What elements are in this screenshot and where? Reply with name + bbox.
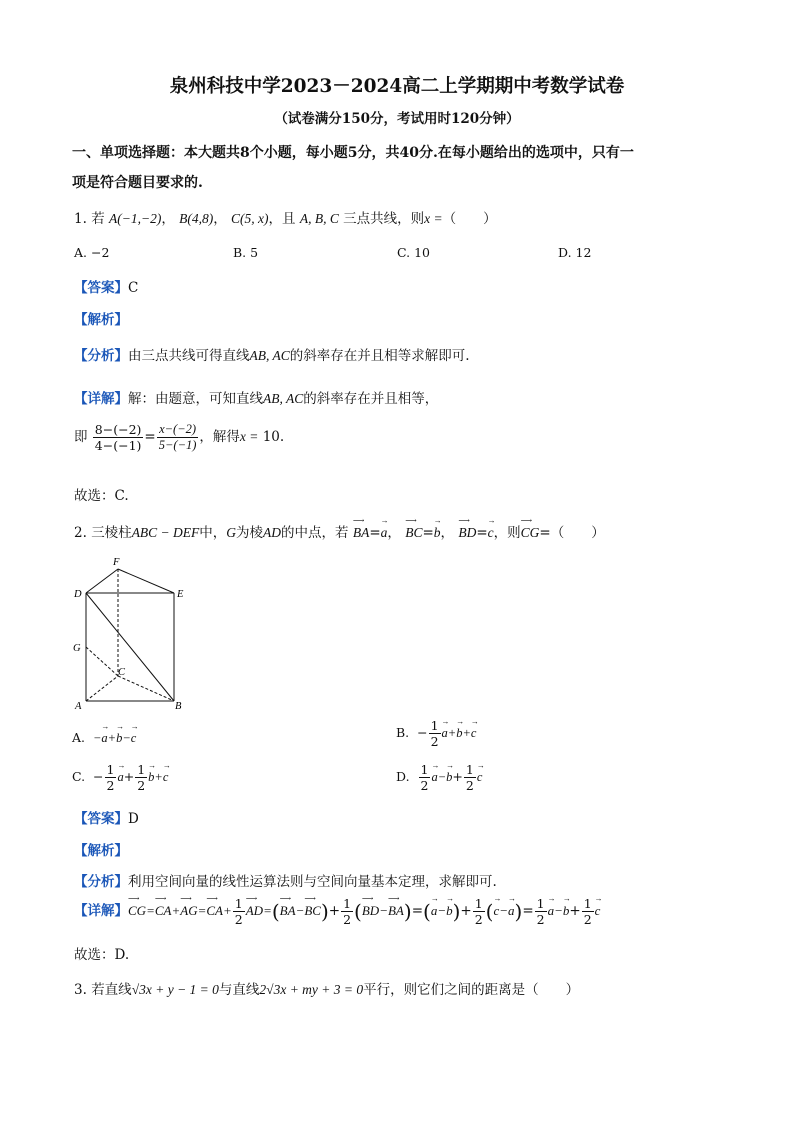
label-c: C: [118, 667, 126, 678]
q2-fenxi: 【分析】利用空间向量的线性运算法则与空间向量基本定理，求解即可.: [74, 874, 497, 890]
label-a: A: [75, 701, 82, 712]
section-heading-cont: 项是符合题目要求的.: [72, 175, 203, 191]
q2-analysis-tag: 【解析】: [74, 843, 128, 859]
q2-option-b: B. − $\frac{1}{2}$ → a+ → b+ → c: [396, 717, 478, 749]
page-subtitle: （试卷满分150分，考试用时120分钟）: [274, 111, 520, 127]
label-g: G: [73, 643, 81, 654]
label-f: F: [113, 557, 120, 568]
q2-option-c: C. − $\frac{1}{2}$ → a+ $\frac{1}{2}$ → b+ → c: [72, 761, 170, 793]
q1-equation: 即 $\frac{8-(-2)}{4-(-1)}$ = $\frac{x-(-2)}{5-(-1)}$ ，解得x = 10.: [74, 422, 285, 453]
q2-detail: 【详解】 ⟶ CG= ⟶ CA+ ⟶ AG= ⟶ CA+ $\frac{1}{2}$ ⟶ AD=( ⟶ BA− ⟶ BC)+ $\frac{1}{2}$ ( ⟶ BD− ⟶ BA)=( → a− → b)+ $\frac{1}{2}$ ( → c− → a)= $\frac{1}{2}$ → a− → b+ $\frac{1}{2}$ → c: [74, 894, 602, 927]
q1-analysis-tag: 【解析】: [74, 312, 128, 328]
q2-option-a: A. − → a+ → b− → c: [72, 722, 138, 745]
section-heading: 一、单项选择题：本大题共8个小题，每小题5分，共40分.在每小题给出的选项中，只有一: [72, 145, 634, 161]
q2-option-d: D. $\frac{1}{2}$ → a− → b+ $\frac{1}{2}$ → c: [396, 761, 484, 793]
edge-fe: [118, 569, 174, 593]
q1-choose: 故选：C.: [74, 488, 129, 504]
edge-df: [86, 569, 118, 593]
edge-ac: [86, 676, 118, 701]
q2-answer: 【答案】D: [74, 811, 139, 827]
edge-cb: [118, 676, 174, 701]
question-2-stem: 2. 三棱柱ABC − DEF中，G为棱AD的中点，若 ⟶ BA= → a， ⟶ BC= → b， ⟶ BD= → c，则 ⟶ CG=（ ）: [74, 516, 605, 541]
question-3-stem: 3. 若直线√3x + y − 1 = 0与直线2√3x + my + 3 = 0平行，则它们之间的距离是（ ）: [74, 982, 580, 998]
question-1-stem: 1. 若 A(−1,−2)， B(4,8)， C(5, x)，且 A, B, C 三点共线，则x =（ ）: [74, 211, 497, 227]
q2-choose: 故选：D.: [74, 947, 130, 963]
q1-option-b: B. 5: [233, 245, 259, 260]
q1-answer: 【答案】C: [74, 280, 139, 296]
q1-option-c: C. 10: [397, 245, 430, 260]
page-title: 泉州科技中学2023－2024高二上学期期中考数学试卷: [169, 76, 625, 97]
q1-fenxi: 【分析】由三点共线可得直线AB, AC的斜率存在并且相等求解即可.: [74, 348, 470, 364]
q1-option-a: A. −2: [74, 245, 110, 260]
label-e: E: [177, 589, 184, 600]
prism-figure: [68, 552, 198, 712]
q1-detail: 【详解】解：由题意，可知直线AB, AC的斜率存在并且相等，: [74, 391, 439, 407]
edge-gc: [86, 647, 118, 676]
edge-db: [86, 593, 174, 701]
q1-option-d: D. 12: [558, 245, 592, 260]
label-b: B: [175, 701, 182, 712]
label-d: D: [74, 589, 82, 600]
